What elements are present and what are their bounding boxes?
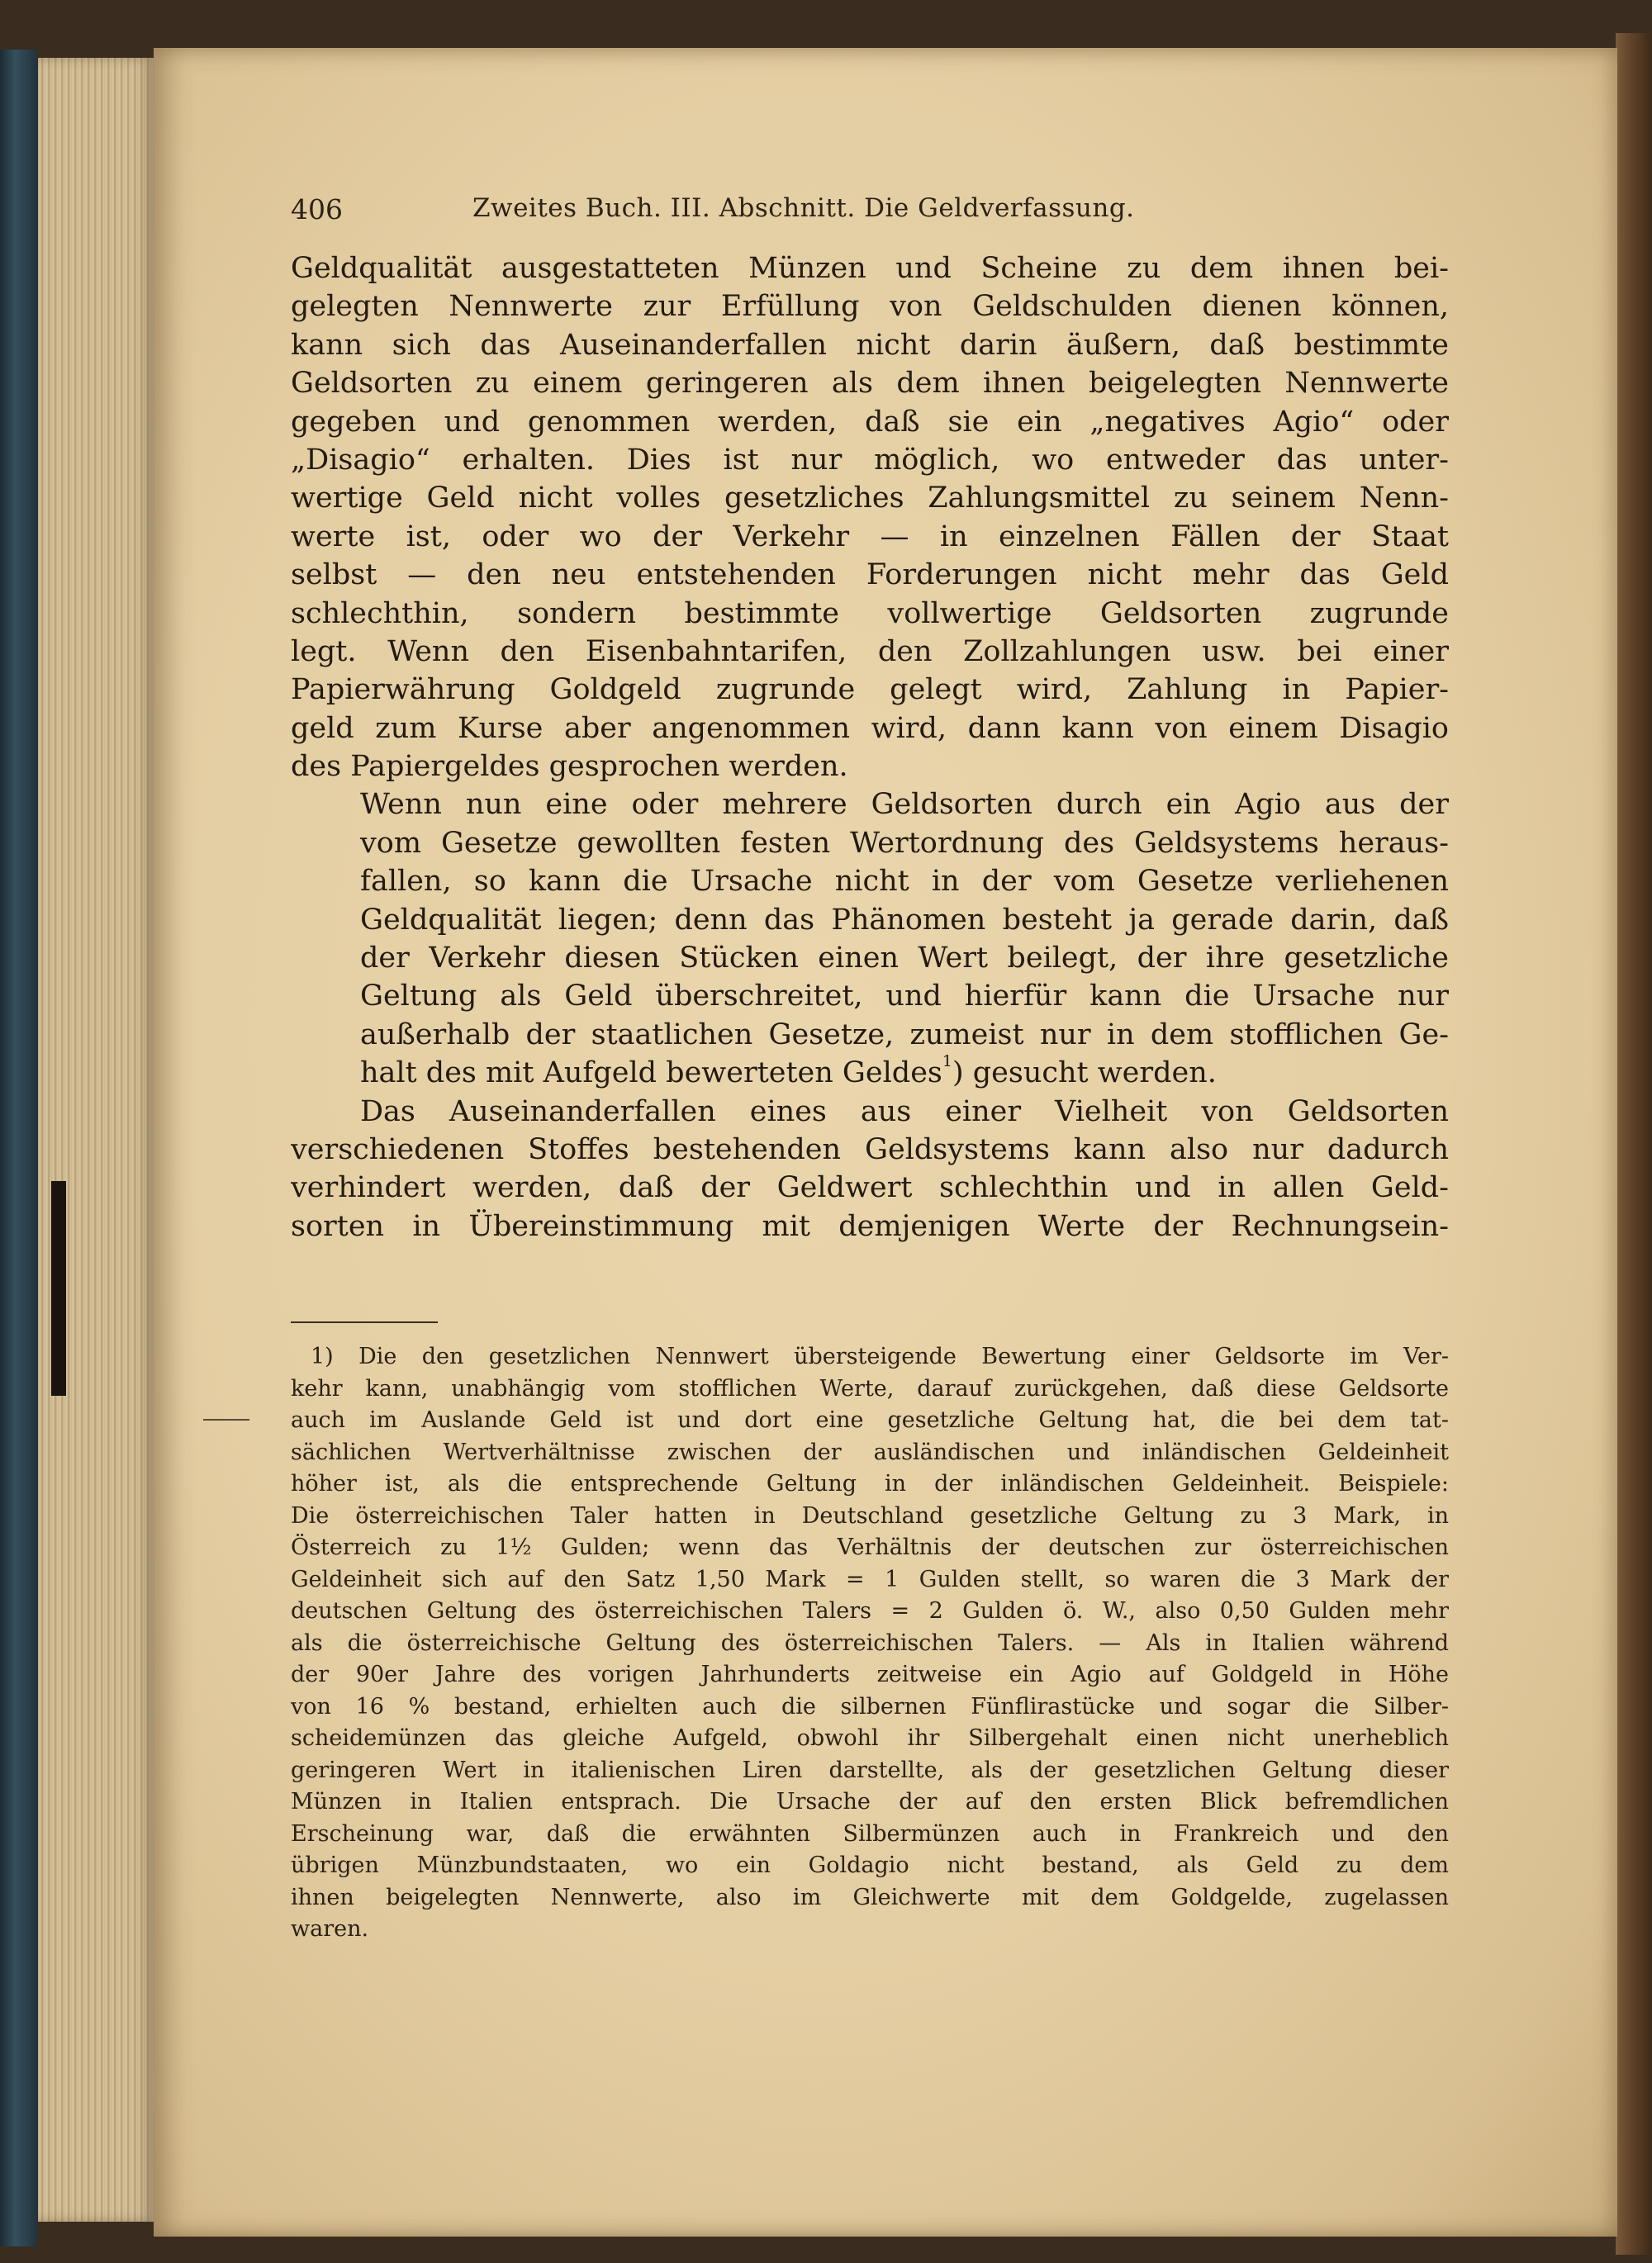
footnote-line: Erscheinung war, daß die erwähnten Silbermünzen auch in Frankreich und den [291, 1820, 1449, 1847]
footnote-line: von 16 % bestand, erhielten auch die silbernen Fünflirastücke und sogar die Silber- [291, 1693, 1449, 1720]
footnote-line: waren. [291, 1916, 369, 1942]
text-line: des Papiergeldes gesprochen werden. [291, 750, 848, 784]
footnote-line: geringeren Wert in italienischen Liren darstellte, als der gesetzlichen Geltung dieser [291, 1757, 1449, 1783]
text-line: Wenn nun eine oder mehrere Geldsorten durch ein Agio aus der [360, 788, 1449, 822]
text-line: geld zum Kurse aber angenommen wird, dann kann von einem Disagio [291, 711, 1449, 745]
page-header [291, 193, 1282, 235]
text-line: vom Gesetze gewollten festen Wertordnung des Geldsystems heraus- [360, 826, 1449, 860]
text-line: Papierwährung Goldgeld zugrunde gelegt wird, Zahlung in Papier- [291, 673, 1449, 707]
footnote [291, 1341, 1449, 1946]
text-line: sorten in Übereinstimmung mit demjenigen Werte der Rechnungsein- [291, 1209, 1449, 1243]
text-segment: ) gesucht werden. [952, 1056, 1217, 1090]
footnote-line: kehr kann, unabhängig vom stofflichen Werte, darauf zurückgehen, daß diese Geldsorte [291, 1375, 1449, 1402]
footnote-line: ihnen beigelegten Nennwerte, also im Gleichwerte mit dem Goldgelde, zugelassen [291, 1884, 1449, 1910]
footnote-line: übrigen Münzbundstaaten, wo ein Goldagio nicht bestand, als Geld zu dem [291, 1853, 1449, 1878]
text-line: wertige Geld nicht volles gesetzliches Zahlungsmittel zu seinem Nenn- [291, 482, 1449, 515]
text-line: schlechthin, sondern bestimmte vollwertige Geldsorten zugrunde [291, 596, 1449, 630]
text-line: selbst — den neu entstehenden Forderungen nicht mehr das Geld [291, 558, 1449, 592]
book-cover-right [1616, 33, 1652, 2255]
book-cover-left [0, 50, 38, 2246]
text-line [291, 1054, 1449, 1092]
text-line: außerhalb der staatlichen Gesetze, zumeist nur in dem stofflichen Ge- [360, 1018, 1449, 1051]
paragraph-1 [291, 249, 1449, 785]
running-head: Zweites Buch. III. Abschnitt. Die Geldverfassung. [472, 193, 1135, 223]
text-line: Geldqualität ausgestatteten Münzen und Scheine zu dem ihnen bei- [291, 252, 1449, 285]
text-line: Geldqualität liegen; denn das Phänomen besteht ja gerade darin, daß [360, 903, 1449, 937]
text-line: der Verkehr diesen Stücken einen Wert beilegt, der ihre gesetzliche [360, 942, 1449, 975]
text-line: kann sich das Auseinanderfallen nicht darin äußern, daß bestimmte [291, 328, 1449, 362]
footnote-line: als die österreichische Geltung des österreichischen Talers. — Als in Italien während [291, 1630, 1449, 1656]
footnote-ref: 1 [942, 1054, 952, 1071]
footnote-line: auch im Auslande Geld ist und dort eine gesetzliche Geltung hat, die bei dem tat- [291, 1407, 1449, 1433]
text-line: Geldsorten zu einem geringeren als dem ihnen beigelegten Nennwerte [291, 367, 1449, 401]
footnote-line: deutschen Geltung des österreichischen Talers = 2 Gulden ö. W., also 0,50 Gulden mehr [291, 1598, 1449, 1624]
footnote-line: scheidemünzen das gleiche Aufgeld, obwohl ihr Silbergehalt einen nicht unerheblich [291, 1725, 1449, 1751]
footnote-line: 1) Die den gesetzlichen Nennwert übersteigende Bewertung einer Geldsorte im Ver- [311, 1344, 1449, 1369]
page-number: 406 [291, 193, 343, 225]
text-segment: halt des mit Aufgeld bewerteten Geldes [360, 1056, 942, 1090]
text-line: legt. Wenn den Eisenbahntarifen, den Zollzahlungen usw. bei einer [291, 634, 1449, 668]
text-line: Das Auseinanderfallen eines aus einer Vielheit von Geldsorten [360, 1094, 1449, 1128]
page-edges [38, 58, 154, 2222]
footnote-line: höher ist, als die entsprechende Geltung in der inländischen Geldeinheit. Beispiele: [291, 1471, 1449, 1497]
footnote-line: Österreich zu 1½ Gulden; wenn das Verhältnis der deutschen zur österreichischen [291, 1535, 1449, 1560]
text-line: fallen, so kann die Ursache nicht in der vom Gesetze verliehenen [360, 865, 1449, 899]
text-line: Geltung als Geld überschreitet, und hierfür kann die Ursache nur [360, 980, 1449, 1013]
text-line: gegeben und genommen werden, daß sie ein „negatives Agio“ oder [291, 405, 1449, 439]
main-text [291, 249, 1449, 1245]
footnote-line: Die österreichischen Taler hatten in Deutschland gesetzliche Geltung zu 3 Mark, in [291, 1502, 1449, 1529]
text-line: gelegten Nennwerte zur Erfüllung von Geldschulden dienen können, [291, 290, 1449, 324]
footnote-divider [291, 1321, 438, 1323]
footnote-line: sächlichen Wertverhältnisse zwischen der ausländischen und inländischen Geldeinheit [291, 1439, 1449, 1465]
text-line: werte ist, oder wo der Verkehr — in einzelnen Fällen der Staat [291, 519, 1449, 553]
bookmark-ribbon [51, 1181, 66, 1396]
margin-mark [203, 1419, 249, 1421]
footnote-line: Geldeinheit sich auf den Satz 1,50 Mark = 1 Gulden stellt, so waren die 3 Mark der [291, 1566, 1449, 1592]
text-line: „Disagio“ erhalten. Dies ist nur möglich, wo entweder das unter- [291, 443, 1449, 477]
footnote-line: der 90er Jahre des vorigen Jahrhunderts zeitweise ein Agio auf Goldgeld in Höhe [291, 1662, 1449, 1687]
paragraph-2 [291, 785, 1449, 1092]
text-line: verschiedenen Stoffes bestehenden Geldsystems kann also nur dadurch [291, 1132, 1449, 1166]
paragraph-3 [291, 1093, 1449, 1246]
text-line: verhindert werden, daß der Geldwert schlechthin und in allen Geld- [291, 1171, 1449, 1205]
footnote-line: Münzen in Italien entsprach. Die Ursache der auf den ersten Blick befremdlichen [291, 1789, 1449, 1815]
